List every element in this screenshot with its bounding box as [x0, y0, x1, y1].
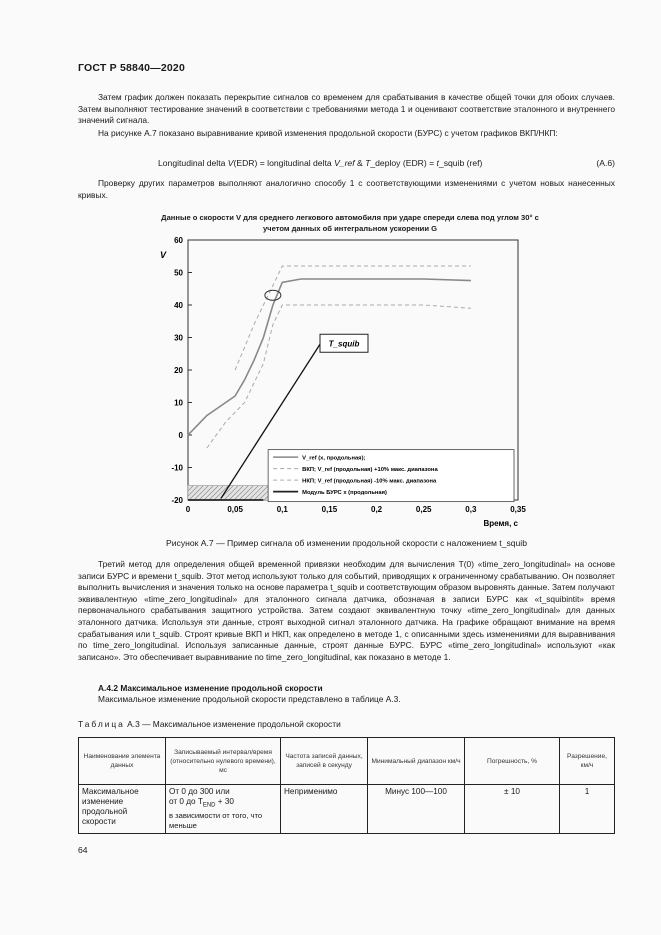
paragraph-2-text: На рисунке А.7 показано выравнивание кривой изменения продольной скорости (БУРС) с учетом графиков ВКП/НКП: — [98, 128, 558, 138]
series-vref-line — [188, 279, 471, 435]
y-tick-label: -20 — [171, 496, 183, 505]
paragraph-4 — [78, 559, 615, 663]
header-cell: Разрешение, км/ч — [560, 738, 615, 785]
legend-entry: Модуль БУРС x (продольная) — [302, 490, 387, 497]
formula-part: _deploy (EDR) = — [370, 158, 437, 168]
table-row — [79, 785, 615, 834]
velocity-chart — [150, 228, 550, 533]
table-caption-rest: А.3 — Максимальное изменение продольной скорости — [124, 719, 341, 729]
paragraph-4-text: Третий метод для определения общей временной привязки необходим для вычисления T(0) «time_zero_longitudinal» на основе записи БУРС и времени t_squib. Этот метод используют только для событий, приводящих к ограниченному срабатыванию. Он позволяет выполнить вычисления и значения только на основе параметра t_squib и соответствующим образом выровнять данные. Затем получают эквивалентную «time_zero_longitudinal» для эталонного сигнала датчика, обозначая в записи БУРС как «t_squibintit» время первоначального срабатывания защитного устройства. Затем создают эквивалентную точку «time_zero_longitudinal» для данных эталонного датчика. Используя эти данные, строят выходной сигнал эталонного датчика. На графике обращают внимание на время срабатывания или t_squib. Строят кривые ВКП и НКП, как определено в методе 1, с описанными здесь изменениями для выравнивания по time_zero_longitudinal. Используя записанные данные, строят данные БУРС. БУРС «time_zero_longitudinal» используют «как записано». Это обеспечивает выравнивание по time_zero_longitudinal, как показано в методе 1. — [78, 559, 615, 662]
legend-entry: V_ref (x, продольная); — [302, 455, 366, 462]
x-axis-label: Время, с — [483, 519, 518, 528]
formula-var-t: T — [365, 158, 371, 168]
formula-a6 — [158, 158, 615, 168]
interval-sub: END — [202, 802, 216, 809]
x-tick-label: 0,35 — [510, 505, 526, 514]
formula-number: (А.6) — [596, 158, 615, 168]
cell-resolution: 1 — [560, 785, 615, 834]
interval-line-2 — [169, 797, 277, 811]
paragraph-2 — [78, 128, 615, 140]
paragraph-5 — [78, 694, 615, 706]
y-tick-label: 40 — [174, 301, 183, 310]
formula-part: & — [354, 158, 366, 168]
paragraph-1 — [78, 92, 615, 127]
cell-frequency: Неприменимо — [281, 785, 368, 834]
x-tick-label: 0,3 — [465, 505, 477, 514]
formula-part: Longitudinal delta — [158, 158, 228, 168]
formula-var-v: V — [227, 158, 234, 168]
section-heading: А.4.2 Максимальное изменение продольной скорости — [98, 683, 323, 693]
y-tick-label: 0 — [178, 431, 183, 440]
interval-part: от 0 до T — [169, 797, 203, 806]
x-tick-label: 0,2 — [371, 505, 383, 514]
y-tick-label: 30 — [174, 333, 183, 343]
y-axis-label: V — [160, 250, 167, 260]
y-tick-label: 20 — [174, 366, 183, 375]
document-header: ГОСТ Р 58840—2020 — [78, 62, 186, 74]
legend-entry: ВКП; V_ref (продольная) +10% макс. диапазона — [302, 467, 438, 474]
header-cell: Записываемый интервал/время (относительно нулевого времени), мс — [166, 738, 281, 785]
x-tick-label: 0,05 — [227, 505, 243, 514]
header-cell: Частота записей данных, записей в секунду — [281, 738, 368, 785]
figure-caption: Рисунок А.7 — Пример сигнала об изменении продольной скорости с наложением t_squib — [165, 538, 527, 548]
chart-legend — [268, 450, 514, 502]
page-number: 64 — [78, 845, 88, 855]
formula-var-tsq: t — [436, 158, 439, 168]
paragraph-3-text: Проверку других параметров выполняют аналогично способу 1 с соответствующими изменениями с учетом новых нанесенных кривых. — [78, 178, 615, 200]
interval-line-3: в зависимости от того, что меньше — [169, 810, 263, 830]
interval-line-1: От 0 до 300 или — [169, 787, 230, 796]
paragraph-1-text: Затем график должен показать перекрытие сигналов со временем для срабатывания в качестве общей точки для обоих случаев. Затем выполняют тестирование значений в соответствии с требованиями метода 1 и оценивают соответствие эталонного и внутреннего значений сигнала. — [78, 92, 615, 126]
cell-name: Максимальное изменение продольной скорости — [79, 785, 166, 834]
interval-part: + 30 — [215, 797, 234, 806]
y-ticks — [171, 236, 192, 505]
y-tick-label: 50 — [174, 268, 183, 278]
x-tick-label: 0,15 — [321, 505, 338, 514]
x-tick-label: 0,25 — [415, 505, 432, 514]
tsquib-marker-ellipse — [265, 290, 281, 300]
data-table — [78, 737, 615, 834]
y-tick-label: 60 — [174, 236, 183, 245]
header-cell: Погрешность, % — [465, 738, 560, 785]
header-cell: Наименование элемента данных — [79, 738, 166, 785]
legend-entry: НКП; V_ref (продольная) -10% макс. диапазона — [302, 478, 437, 485]
cell-interval — [166, 785, 281, 834]
table-header-row — [79, 738, 615, 785]
x-tick-label: 0 — [185, 505, 191, 514]
paragraph-3 — [78, 178, 615, 201]
formula-var-vref: V_ref — [334, 158, 355, 168]
table-caption-word: Таблица — [78, 719, 125, 729]
x-tick-label: 0,1 — [276, 505, 288, 514]
header-cell: Минимальный диапазон км/ч — [368, 738, 465, 785]
paragraph-5-text: Максимальное изменение продольной скорости представлено в таблице А.3. — [98, 694, 401, 704]
series-vkp-line — [235, 266, 471, 370]
y-tick-label: 10 — [174, 398, 183, 408]
formula-part: _squib (ref) — [438, 158, 483, 168]
tsquib-label: T_squib — [328, 339, 360, 349]
y-tick-label: -10 — [171, 463, 183, 473]
table-caption — [78, 719, 341, 729]
cell-range: Минус 100—100 — [368, 785, 465, 834]
chart-title: Данные о скорости V для среднего легкового автомобиля при ударе спереди слева под углом 30° с учетом данных об интегральном ускорении G — [161, 213, 539, 233]
cell-accuracy: ± 10 — [465, 785, 560, 834]
formula-part: (EDR) = longitudinal delta — [233, 158, 335, 168]
